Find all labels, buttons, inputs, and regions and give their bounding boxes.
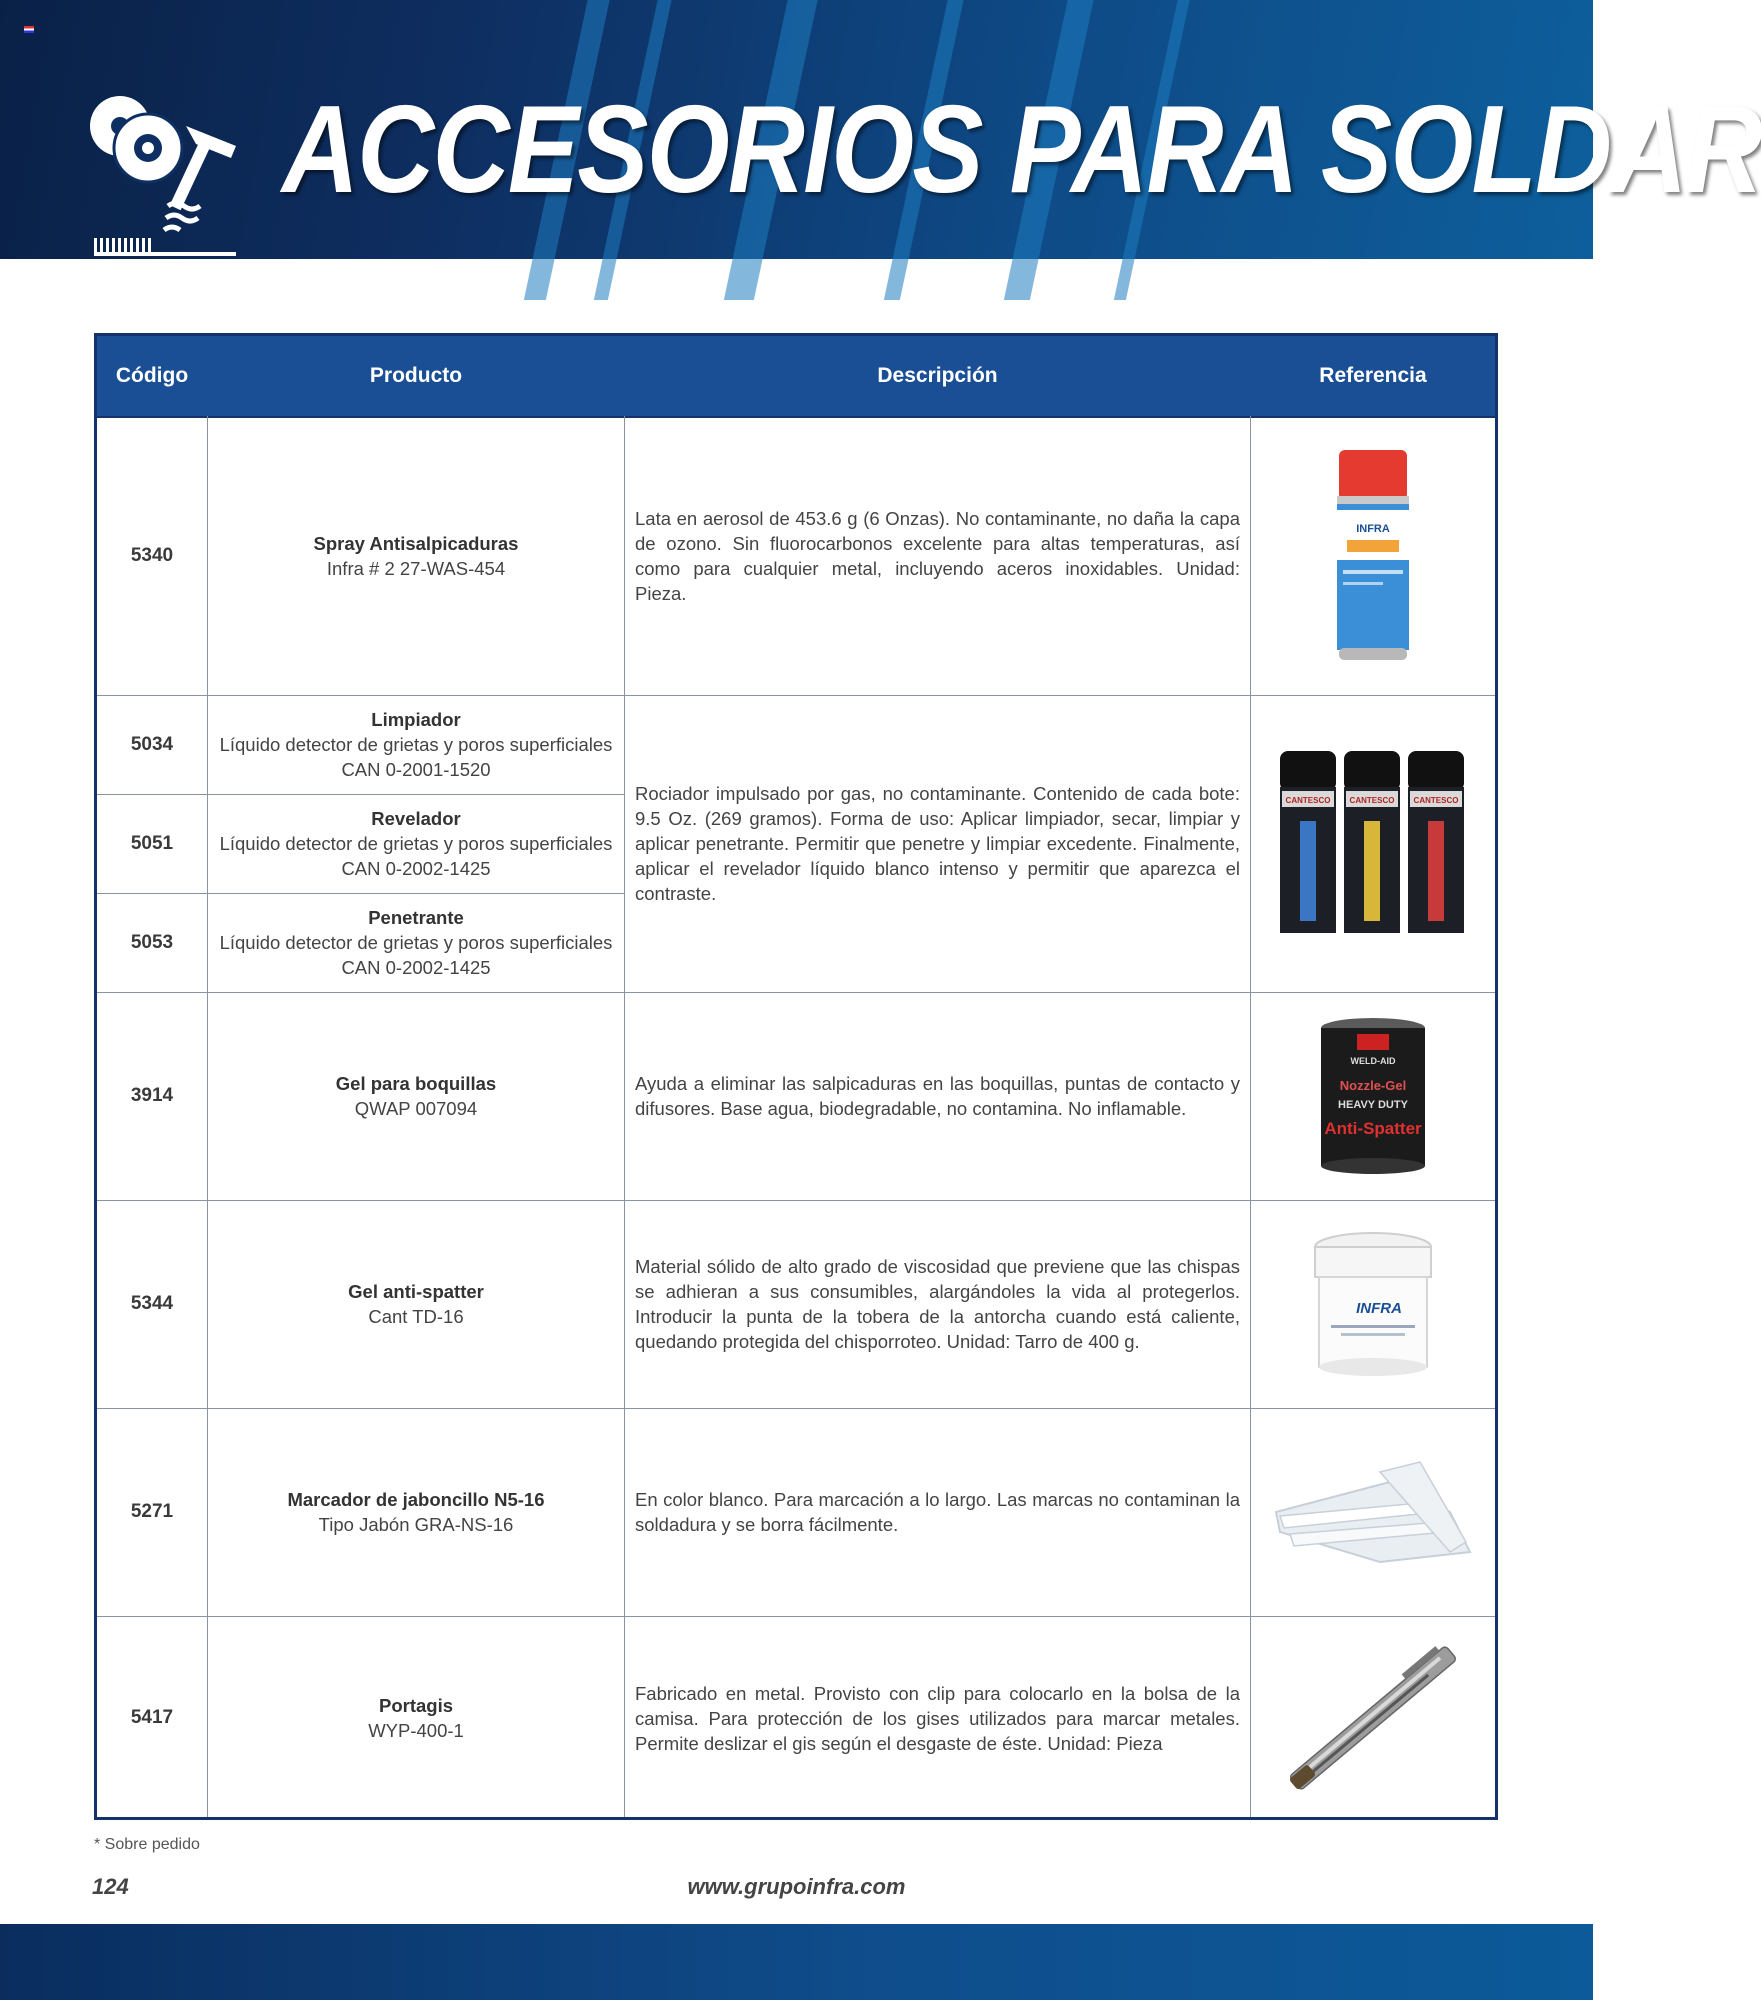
product-detail: Líquido detector de grietas y poros superficiales xyxy=(219,932,613,953)
products-table xyxy=(94,333,1498,1820)
table-row-description xyxy=(625,416,1250,695)
page-number: 124 xyxy=(92,1874,129,1899)
flag-icon xyxy=(24,26,34,33)
table-row-product xyxy=(208,695,624,794)
table-row-product xyxy=(208,1408,624,1616)
table-row-code: 5344 xyxy=(130,1293,174,1314)
welding-tools-icon xyxy=(86,86,246,256)
table-row-product xyxy=(208,1616,624,1820)
gel-can-image xyxy=(1251,992,1495,1200)
product-name: Gel para boquillas xyxy=(335,1073,497,1094)
table-row-code: 5034 xyxy=(130,733,174,755)
table-row-product xyxy=(208,992,624,1200)
column-header-description: Descripción xyxy=(877,364,998,387)
product-detail: Tipo Jabón GRA-NS-16 xyxy=(318,1514,514,1535)
website-link[interactable]: www.grupoinfra.com xyxy=(687,1874,906,1899)
table-row-code: 5417 xyxy=(130,1707,174,1728)
product-detail: CAN 0-2002-1425 xyxy=(341,858,491,879)
table-row-product xyxy=(208,416,624,695)
product-name: Portagis xyxy=(378,1695,454,1716)
gel-can-label: HEAVY DUTY xyxy=(1338,1099,1408,1111)
product-detail: Líquido detector de grietas y poros superficiales xyxy=(219,734,613,755)
product-name: Revelador xyxy=(371,808,461,829)
table-row-description xyxy=(625,695,1250,992)
table-row-description xyxy=(625,992,1250,1200)
product-name: Marcador de jaboncillo N5-16 xyxy=(287,1489,545,1510)
product-detail: Líquido detector de grietas y poros superficiales xyxy=(219,833,613,854)
spray-can-label: INFRA xyxy=(1356,522,1390,535)
can-label: CANTESCO xyxy=(1285,795,1331,805)
product-name: Penetrante xyxy=(368,907,464,928)
table-row-code: 5053 xyxy=(130,931,174,953)
soapstone-image xyxy=(1251,1408,1495,1616)
product-detail: CAN 0-2002-1425 xyxy=(341,957,491,978)
product-name: Gel anti-spatter xyxy=(348,1281,484,1302)
table-row-product xyxy=(208,1200,624,1408)
product-description: En color blanco. Para marcación a lo largo. Las marcas no contaminan la soldadura y se borra fácilmente. xyxy=(635,1489,1240,1535)
product-detail: Cant TD-16 xyxy=(368,1306,464,1327)
product-name: Spray Antisalpicaduras xyxy=(313,532,519,554)
product-description: Fabricado en metal. Provisto con clip para colocarlo en la bolsa de la camisa. Para protección de los gises utilizados para marcar metales. Permite deslizar el gis según el desgaste de éste. Unidad: Pieza xyxy=(635,1682,1240,1754)
product-detail: QWAP 007094 xyxy=(354,1098,478,1119)
column-header-product: Producto xyxy=(369,364,463,387)
table-header xyxy=(97,336,1495,418)
product-description: Lata en aerosol de 453.6 g (6 Onzas). No contaminante, no daña la capa de ozono. Sin fluorocarbonos excelente para altas temperaturas, así como para cualquier metal, incluyendo aceros inoxidables. Unidad: Pieza. xyxy=(635,507,1240,604)
product-description: Rociador impulsado por gas, no contaminante. Contenido de cada bote: 9.5 Oz. (269 gramos). Forma de uso: Aplicar limpiador, secar, limpiar y aplicar penetrante. Permitir que penetre y limpiar excedente. Finalmente, aplicar el revelador líquido blanco intenso y permitir que aparezca el contraste. xyxy=(635,783,1240,904)
table-row-code: 5271 xyxy=(130,1501,174,1522)
column-header-reference: Referencia xyxy=(1319,364,1427,387)
gel-can-label: Nozzle-Gel xyxy=(1339,1078,1407,1093)
column-header-code: Código xyxy=(115,364,189,387)
spray-can-image xyxy=(1251,416,1495,695)
product-detail: CAN 0-2001-1520 xyxy=(341,759,491,780)
can-label: CANTESCO xyxy=(1349,795,1395,805)
gel-can-label: Anti-Spatter xyxy=(1324,1119,1422,1138)
page-title: ACCESORIOS PARA SOLDAR xyxy=(282,81,1761,219)
product-name: Limpiador xyxy=(371,709,461,730)
holder-image xyxy=(1251,1616,1495,1820)
product-detail: Infra # 2 27-WAS-454 xyxy=(326,557,506,579)
can-label: CANTESCO xyxy=(1413,795,1459,805)
product-detail: WYP-400-1 xyxy=(368,1720,464,1741)
table-row-code: 5340 xyxy=(130,544,174,566)
gel-jar-label: INFRA xyxy=(1356,1300,1402,1317)
table-row-description xyxy=(625,1616,1250,1820)
table-row-product xyxy=(208,794,624,893)
table-row-product xyxy=(208,893,624,992)
penetrant-cans-image xyxy=(1251,695,1495,992)
footnote: * Sobre pedido xyxy=(94,1836,200,1853)
footer-bar xyxy=(0,1924,1593,2000)
gel-jar-image xyxy=(1251,1200,1495,1408)
product-description: Ayuda a eliminar las salpicaduras en las boquillas, puntas de contacto y difusores. Base agua, biodegradable, no contamina. No inflamable. xyxy=(635,1073,1240,1119)
header-banner xyxy=(0,0,1761,259)
product-description: Material sólido de alto grado de viscosidad que previene que las chispas se adhieran a sus consumibles, alargándoles la vida al protegerlos. Introducir la punta de la tobera de la antorcha cuando está caliente, quedando protegida del chisporroteo. Unidad: Tarro de 400 g. xyxy=(635,1256,1240,1352)
table-row-description xyxy=(625,1408,1250,1616)
table-row-description xyxy=(625,1200,1250,1408)
table-row-code: 3914 xyxy=(130,1085,174,1106)
table-row-code: 5051 xyxy=(130,832,174,854)
gel-can-label: WELD-AID xyxy=(1350,1056,1396,1066)
